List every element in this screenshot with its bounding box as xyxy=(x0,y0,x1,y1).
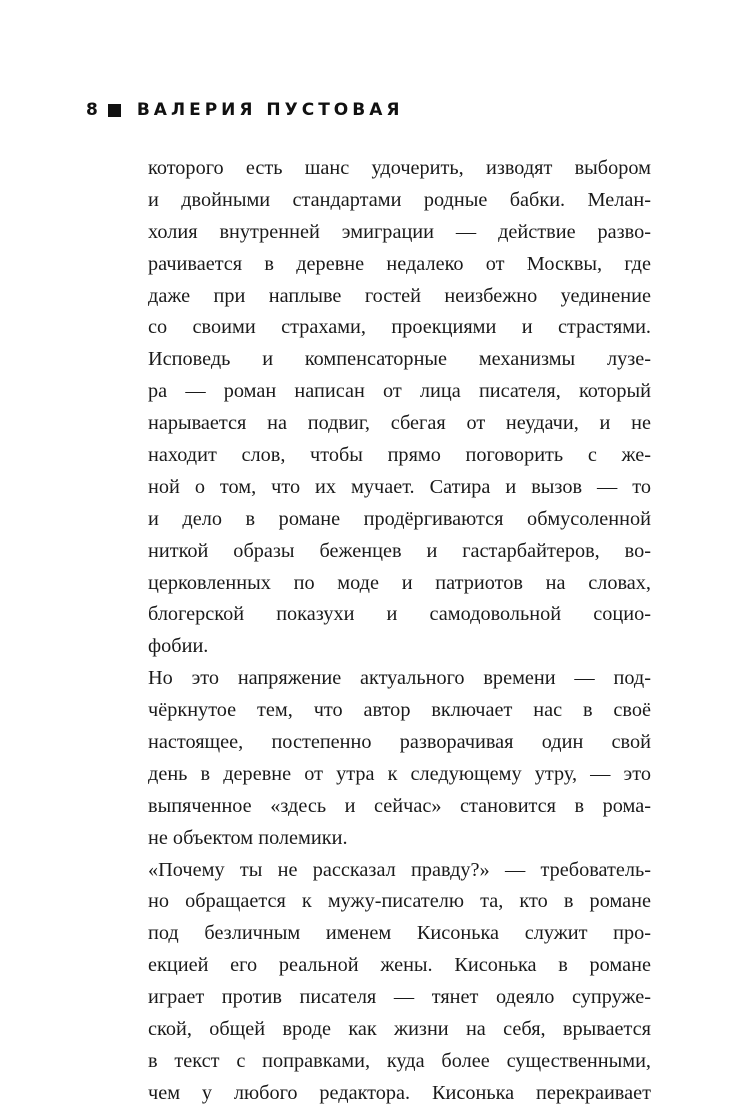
text-line: ра — роман написан от лица писателя, который xyxy=(148,380,651,403)
text-line: рачивается в деревне недалеко от Москвы, где xyxy=(148,252,651,275)
text-line: нарывается на подвиг, сбегая от неудачи, и не xyxy=(148,412,651,435)
body-text xyxy=(148,153,651,1110)
text-line: но обращается к мужу-писателю та, кто в романе xyxy=(148,890,651,913)
text-line: Исповедь и компенсаторные механизмы лузе- xyxy=(148,348,651,371)
text-line: выпяченное «здесь и сейчас» становится в рома- xyxy=(148,794,651,817)
text-line: ниткой образы беженцев и гастарбайтеров, во- xyxy=(148,539,651,562)
square-separator-icon xyxy=(108,104,121,117)
text-line: находит слов, чтобы прямо поговорить с же- xyxy=(148,444,651,467)
text-line: Но это напряжение актуального времени — под- xyxy=(148,667,651,690)
text-line: екцией его реальной жены. Кисонька в романе xyxy=(148,954,651,977)
text-line: блогерской показухи и самодовольной социо- xyxy=(148,603,651,626)
text-line: даже при наплыве гостей неизбежно уединение xyxy=(148,284,651,307)
text-line: под безличным именем Кисонька служит про- xyxy=(148,922,651,945)
text-line: играет против писателя — тянет одеяло супруже- xyxy=(148,986,651,1009)
page-number: 8 xyxy=(86,100,98,120)
text-line: церковленных по моде и патриотов на словах, xyxy=(148,571,651,594)
author-name: ВАЛЕРИЯ ПУСТОВАЯ xyxy=(136,100,404,120)
text-line: чем у любого редактора. Кисонька перекраивает xyxy=(148,1081,651,1104)
text-line: со своими страхами, проекциями и страстями. xyxy=(148,316,651,339)
text-line: не объектом полемики. xyxy=(148,826,348,849)
text-line: холия внутренней эмиграции — действие разво- xyxy=(148,220,651,243)
text-line: ной о том, что их мучает. Сатира и вызов — то xyxy=(148,475,651,498)
text-line: и двойными стандартами родные бабки. Мелан- xyxy=(148,188,651,211)
text-line: которого есть шанс удочерить, изводят выбором xyxy=(148,157,651,179)
text-line: ской, общей вроде как жизни на себя, врывается xyxy=(148,1018,651,1041)
text-line: чёркнутое тем, что автор включает нас в своё xyxy=(148,699,651,722)
text-line: и дело в романе продёргиваются обмусоленной xyxy=(148,507,651,530)
text-line: фобии. xyxy=(148,635,209,658)
text-line: настоящее, постепенно разворачивая один свой xyxy=(148,731,651,754)
text-line: «Почему ты не рассказал правду?» — требователь- xyxy=(148,858,651,881)
text-line: день в деревне от утра к следующему утру, — это xyxy=(148,762,651,785)
text-line: в текст с поправками, куда более существенными, xyxy=(148,1049,651,1072)
running-head xyxy=(86,97,403,123)
